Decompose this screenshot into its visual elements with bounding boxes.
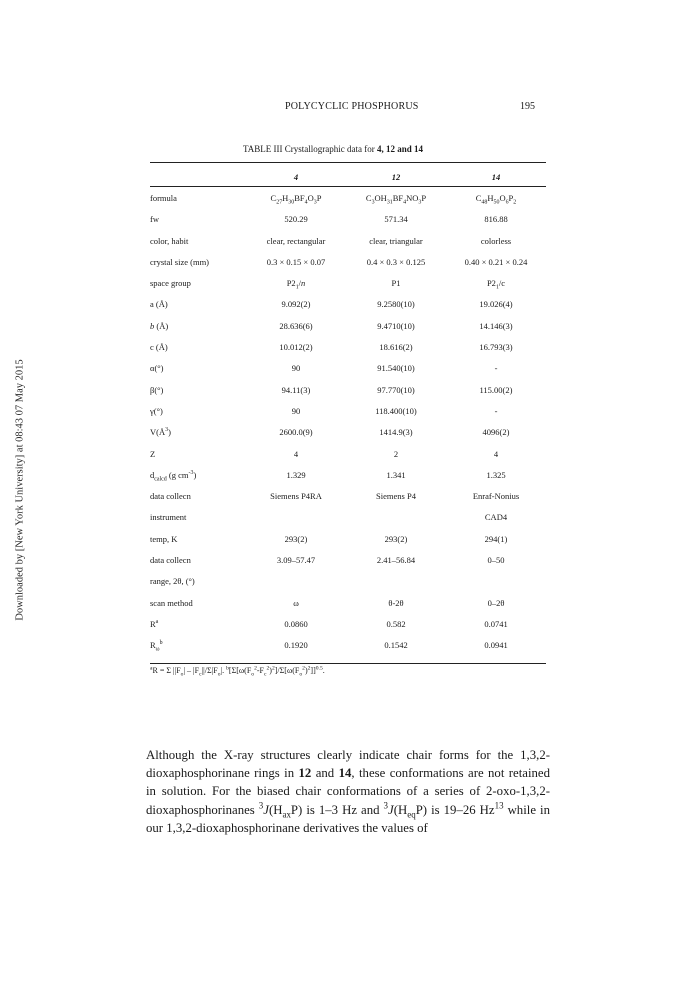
cell-compound-14: 4096(2): [482, 427, 510, 438]
row-label: a (Å): [150, 299, 168, 310]
row-label: c (Å): [150, 342, 168, 353]
row-label: Z: [150, 448, 156, 459]
row-label: color, habit: [150, 235, 189, 246]
cell-compound-4: 1.329: [286, 469, 306, 480]
table-row: [150, 294, 546, 315]
table-row: [150, 209, 546, 230]
table-row: [150, 315, 546, 336]
row-label: $R^a$: [150, 618, 159, 629]
cell-compound-12: θ-2θ: [388, 597, 404, 608]
cell-compound-4: $C_{27}H_{30}BF_4O_3P$: [270, 192, 322, 206]
cell-compound-4: 293(2): [284, 533, 308, 544]
header-label-cell: [150, 166, 246, 187]
column-header-12: 12: [391, 171, 401, 182]
cell-compound-4: 94.11(3): [281, 384, 311, 395]
download-notice-text: Downloaded by [New York University] at 08:43 07 May 2015: [14, 359, 26, 621]
cell-compound-12: clear, triangular: [369, 235, 423, 246]
table-footnote: $^a$R = Σ $||F_o| - |F_c||/\Sigma|F_o|$. $^b[\Sigma[\omega(F_o^2-F_c^2)^2]/\Sigma[\omega(F_o^2)^2]]^{0.5}$.: [150, 665, 325, 678]
cell-compound-12: 0.1542: [384, 640, 408, 651]
table-row: [150, 507, 546, 528]
cell-compound-4: 3.09–57.47: [276, 554, 316, 565]
table-caption-compounds: 4, 12 and 14: [377, 144, 424, 154]
table-row: [150, 528, 546, 549]
body-paragraph: Although the X-ray structures clearly indicate chair forms for the 1,3,2-dioxaphosphorinane rings in 12 and 14, these conformations are not retained in solution. For the biased chair conformations of a series of 2-oxo-1,3,2-dioxaphosphorinanes $^3J(H_{ax}P)$ is 1–3 Hz and $^3J(H_{eq}P)$ is 19–26 Hz$^{13}$ while in our 1,3,2-dioxaphosphorinane derivatives the values of: [146, 748, 550, 835]
cell-compound-12: 9.2580(10): [377, 299, 415, 310]
row-label: β(°): [150, 384, 164, 395]
cell-compound-12: Siemens P4: [376, 491, 416, 502]
cell-compound-14: 1.325: [486, 469, 506, 480]
cell-compound-14: -: [494, 363, 498, 374]
cell-compound-4: 2600.0(9): [279, 427, 313, 438]
cell-compound-12: 571.34: [384, 214, 408, 225]
cell-compound-14: 0–50: [487, 554, 505, 565]
cell-compound-4: 4: [293, 448, 299, 459]
table-row: [150, 187, 546, 208]
table-body: [150, 187, 546, 656]
table-row: [150, 230, 546, 251]
row-label: γ(°): [150, 405, 163, 416]
cell-compound-14: 0–2θ: [487, 597, 505, 608]
row-label: scan method: [150, 597, 193, 608]
row-label: data collecn: [150, 491, 191, 502]
row-label: $R_\omega^b$: [150, 640, 163, 653]
table-row: [150, 464, 546, 485]
cell-compound-14: [446, 571, 546, 592]
row-label: crystal size (mm): [150, 256, 210, 267]
cell-compound-4: 0.3 × 0.15 × 0.07: [266, 256, 326, 267]
cell-compound-4: [246, 507, 346, 528]
cell-compound-12: [346, 571, 446, 592]
cell-compound-14: 0.0741: [484, 618, 508, 629]
cell-compound-4: clear, rectangular: [266, 235, 326, 246]
cell-compound-14: 115.00(2): [479, 384, 513, 395]
row-label: instrument: [150, 512, 187, 523]
cell-compound-14: colorless: [480, 235, 512, 246]
cell-compound-12: P1: [391, 278, 401, 289]
cell-compound-14: 16.793(3): [479, 342, 513, 353]
cell-compound-14: 294(1): [484, 533, 508, 544]
crystallographic-data-table: [150, 166, 546, 656]
cell-compound-4: 520.29: [284, 214, 308, 225]
cell-compound-12: 97.770(10): [377, 384, 415, 395]
cell-compound-14: 816.88: [484, 214, 508, 225]
table-row: [150, 485, 546, 506]
cell-compound-14: $C_{48}H_{50}O_6P_2$: [475, 192, 517, 206]
table-row: [150, 336, 546, 357]
row-label: b (Å): [150, 320, 169, 331]
row-label: range, 2θ, (°): [150, 576, 195, 587]
cell-compound-12: 2.41–56.84: [376, 554, 416, 565]
table-row: [150, 400, 546, 421]
table-caption: [243, 144, 423, 154]
cell-compound-4: 28.636(6): [279, 320, 313, 331]
cell-compound-14: $P2_1/c$: [486, 278, 506, 291]
cell-compound-12: 18.616(2): [379, 342, 413, 353]
table-row: [150, 549, 546, 570]
table-row: [150, 358, 546, 379]
table-caption-prefix: TABLE III Crystallographic data for: [243, 144, 375, 154]
cell-compound-14: 0.0941: [484, 640, 508, 651]
cell-compound-14: 14.146(3): [479, 320, 513, 331]
table-top-rule: [150, 162, 546, 163]
cell-compound-12: [346, 507, 446, 528]
cell-compound-4: 90: [291, 363, 301, 374]
column-header-14: 14: [491, 171, 501, 182]
cell-compound-14: 19.026(4): [479, 299, 513, 310]
table-row: [150, 379, 546, 400]
cell-compound-14: -: [494, 405, 498, 416]
running-head: POLYCYCLIC PHOSPHORUS: [285, 101, 419, 112]
row-label: $d_{calcd}$ (g $cm^{-3}$): [150, 469, 197, 483]
cell-compound-14: 0.40 × 0.21 × 0.24: [464, 256, 528, 267]
row-label: $V(Å^3)$: [150, 427, 171, 438]
cell-compound-12: 0.4 × 0.3 × 0.125: [366, 256, 426, 267]
row-label: space group: [150, 278, 191, 289]
cell-compound-4: [246, 571, 346, 592]
cell-compound-12: 118.400(10): [375, 405, 417, 416]
cell-compound-4: 0.1920: [284, 640, 308, 651]
table-row: [150, 272, 546, 293]
cell-compound-14: Enraf-Nonius: [472, 491, 520, 502]
row-label: temp, K: [150, 533, 178, 544]
table-row: [150, 613, 546, 634]
row-label: data collecn: [150, 554, 191, 565]
cell-compound-4: Siemens P4RA: [270, 491, 322, 502]
table-header-row: [150, 166, 546, 187]
row-label: fw: [150, 214, 159, 225]
row-label: α(°): [150, 363, 164, 374]
cell-compound-12: 9.4710(10): [377, 320, 415, 331]
cell-compound-14: CAD4: [484, 512, 508, 523]
table-row: [150, 422, 546, 443]
cell-compound-4: 0.0860: [284, 618, 308, 629]
table-bottom-rule: [150, 663, 546, 664]
column-header-4: 4: [293, 171, 299, 182]
row-label: formula: [150, 192, 177, 203]
page-number: 195: [520, 101, 535, 112]
cell-compound-12: $C_3OH_{31}BF_4NO_3P$: [365, 192, 427, 206]
cell-compound-4: $P2_1/n$: [286, 278, 306, 291]
cell-compound-12: 1.341: [386, 469, 406, 480]
cell-compound-4: 90: [291, 405, 301, 416]
cell-compound-4: 9.092(2): [281, 299, 311, 310]
table-row: [150, 592, 546, 613]
cell-compound-4: ω: [293, 597, 299, 608]
cell-compound-12: 91.540(10): [377, 363, 415, 374]
table-row: [150, 571, 546, 592]
cell-compound-14: 4: [493, 448, 499, 459]
cell-compound-12: 293(2): [384, 533, 408, 544]
table-row: [150, 443, 546, 464]
table-row: [150, 635, 546, 656]
table-row: [150, 251, 546, 272]
cell-compound-12: 2: [393, 448, 399, 459]
cell-compound-4: 10.012(2): [279, 342, 313, 353]
download-notice: [12, 290, 28, 690]
cell-compound-12: 0.582: [386, 618, 406, 629]
cell-compound-12: 1414.9(3): [379, 427, 413, 438]
